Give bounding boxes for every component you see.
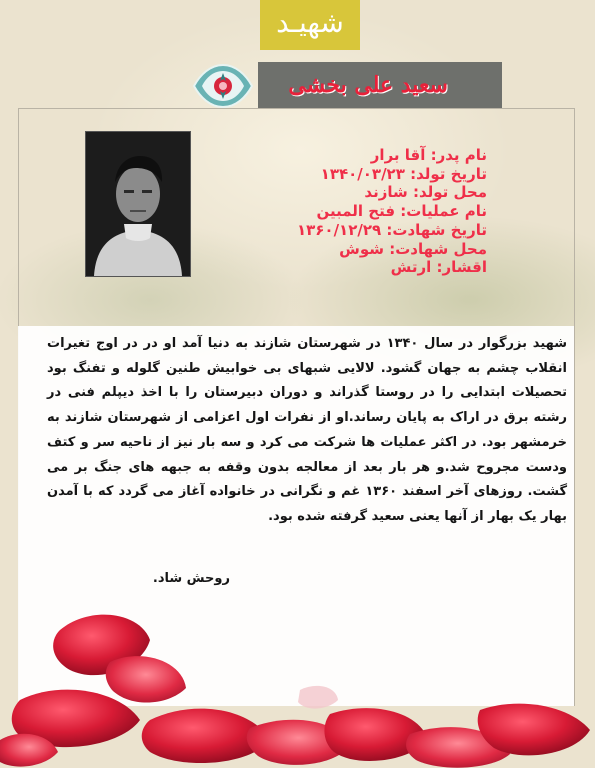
martyrdom-date: تاریخ شهادت: ۱۳۶۰/۱۲/۲۹	[296, 220, 487, 239]
biography-text: شهید بزرگوار در سال ۱۳۴۰ در شهرستان شازند به دنیا آمد او در در اوج تغیرات انقلاب چشم به جهان گشود. لالایی شبهای بی خوابیش طنین گلوله و تفنگ بود تحصیلات ابتدایی را در روستا گذراند و دوران دبیرستان را با اخذ دیپلم فنی در رشته برق در اراک به پایان رساند.او از نفرات اول اعزامی از شهرستان شازند به خرمشهر بود. در اکثر عملیات ها شرکت می کرد و سه بار نیز از ناحیه سر و کتف ودست مجروح شد.و هر بار بعد از معالجه بدون وقفه به جبهه های جنگ بر می گشت. روزهای آخر اسفند ۱۳۶۰ غم و نگرانی در خانواده آغاز می گردد که با آمدن بهار یک بهار از آنها یعنی سعید گرفته شده بود.	[47, 336, 568, 524]
ornament-icon	[192, 63, 254, 109]
closing-text: روحش شاد.	[152, 571, 230, 586]
name-bar	[258, 62, 502, 108]
affiliation: اقشار: ارتش	[390, 258, 487, 277]
martyr-badge	[260, 0, 360, 50]
frame-line-right	[574, 108, 575, 706]
martyr-badge-label: شهیـد	[276, 6, 344, 39]
operation-name: نام عملیات: فتح المبین	[316, 202, 487, 221]
father-name: نام پدر: آقا برار	[370, 146, 487, 164]
info-panel	[187, 146, 487, 277]
martyr-photo	[85, 131, 191, 277]
birth-date: تاریخ تولد: ۱۳۴۰/۰۳/۲۳	[320, 164, 487, 183]
martyr-name: سعید علی بخشی	[288, 72, 448, 98]
martyrdom-place: محل شهادت: شوش	[339, 239, 487, 258]
birth-place: محل تولد: شازند	[364, 183, 487, 202]
frame-line-top	[18, 108, 574, 109]
